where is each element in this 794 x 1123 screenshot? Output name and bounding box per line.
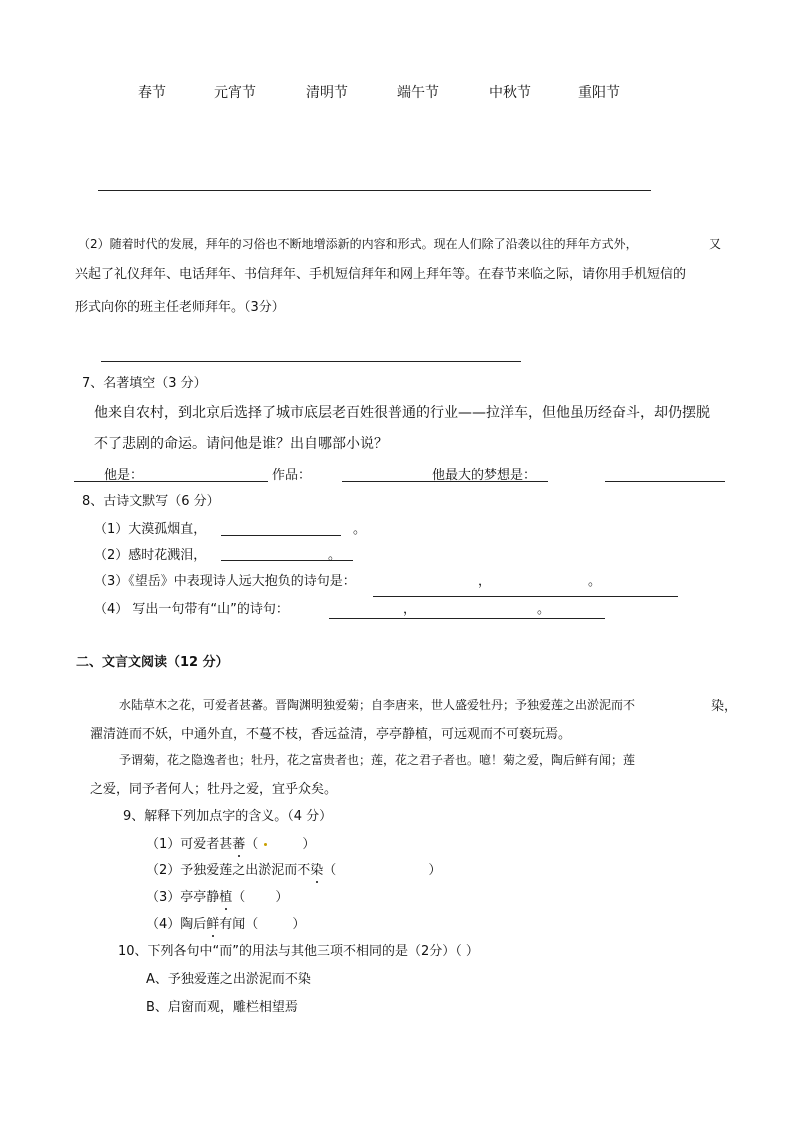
q8-item4-period: 。	[537, 602, 551, 617]
passage-p1-line2: 濯清涟而不妖，中通外直，不蔓不枝，香远益清，亭亭静植，可远观而不可亵玩焉。	[90, 727, 572, 742]
answer-line	[98, 190, 651, 191]
q9-item4-close: ）	[292, 917, 306, 932]
passage-p2-line2: 之爱，同予者何人；牡丹之爱，宜乎众矣。	[90, 782, 338, 797]
q6-2-line1: （2）随着时代的发展，拜年的习俗也不断地增添新的内容和形式。现在人们除了沿袭以往的拜年方式外，	[78, 237, 638, 251]
q8-item1-period: 。	[353, 522, 367, 537]
q7-dream-field[interactable]	[605, 481, 725, 482]
festival-yuanxiao: 元宵节	[214, 85, 256, 101]
q9-item1	[146, 833, 315, 852]
q9-item3	[146, 886, 288, 905]
q10-option-a: A、予独爱莲之出淤泥而不染	[146, 972, 311, 987]
festival-zhongqiu: 中秋节	[489, 85, 531, 101]
q9-item2-paren: （	[323, 863, 337, 878]
q9-item2-close: ）	[428, 863, 442, 878]
q6-2-line2: 兴起了礼仪拜年、电话拜年、书信拜年、手机短信拜年和网上拜年等。在春节来临之际，请你用手机短信的	[75, 267, 687, 282]
q7-title: 7、名著填空（3 分）	[82, 376, 207, 391]
q8-item1-field[interactable]	[221, 535, 341, 536]
q8-item3-comma: ，	[478, 574, 492, 589]
q8-item3-period: 。	[588, 574, 602, 589]
passage-p1-line1: 水陆草木之花，可爱者甚蕃。晋陶渊明独爱菊；自李唐来，世人盛爱牡丹；予独爱莲之出淤泥而不	[119, 698, 636, 712]
festival-duanwu: 端午节	[397, 85, 439, 101]
q8-title: 8、古诗文默写（6 分）	[82, 494, 220, 509]
q9-item2-text: （2）予独爱莲之出淤泥而不	[146, 863, 311, 878]
q10-title: 10、下列各句中“而”的用法与其他三项不相同的是（2分）（ ）	[118, 944, 479, 959]
mark-dot	[264, 843, 267, 846]
q9-item3-paren: （	[232, 890, 246, 905]
q7-line2: 不了悲剧的命运。请问他是谁？出自哪部小说？	[94, 436, 388, 452]
q9-item4-text: （4）陶后	[146, 917, 207, 932]
q9-item1-paren: （	[245, 837, 259, 852]
q8-item4: （4） 写出一句带有“山”的诗句：	[94, 602, 289, 617]
q9-item4-post: 有闻（	[219, 917, 259, 932]
q9-item3-dot-char: 植	[219, 886, 232, 905]
q9-item1-blank[interactable]	[258, 837, 302, 852]
q7-he-is-label: 他是：	[104, 468, 144, 483]
answer-line	[101, 361, 521, 362]
passage-p2-line1: 予谓菊，花之隐逸者也；牡丹，花之富贵者也；莲，花之君子者也。噫！菊之爱，陶后鲜有闻；莲	[119, 753, 636, 767]
q8-item3-field[interactable]	[373, 596, 678, 597]
q7-work-label: 作品：	[272, 468, 312, 483]
q9-item1-dot-char: 蕃	[232, 833, 245, 852]
q7-he-is-field[interactable]	[74, 481, 268, 482]
q8-item2-period: 。	[328, 548, 342, 563]
q8-item4-field[interactable]	[329, 618, 605, 619]
festival-chunjie: 春节	[138, 85, 166, 101]
q9-title: 9、解释下列加点字的含义。（4 分）	[123, 809, 333, 824]
q9-item2	[146, 859, 441, 878]
q8-item2: （2）感时花溅泪，	[94, 548, 207, 563]
q8-item4-comma: ，	[403, 602, 417, 617]
passage-p1-line1-end: 染，	[711, 699, 738, 714]
q9-item2-dot-char: 染	[310, 859, 323, 878]
q9-item3-text: （3）亭亭静	[146, 890, 220, 905]
q9-item1-text: （1）可爱者甚	[146, 837, 233, 852]
q9-item3-close: ）	[275, 890, 289, 905]
q10-option-b: B、启窗而观，雕栏相望焉	[146, 1000, 298, 1015]
q9-item4	[146, 913, 305, 932]
section2-title: 二、文言文阅读（12 分）	[76, 655, 229, 670]
festival-qingming: 清明节	[306, 85, 348, 101]
festival-chongyang: 重阳节	[578, 85, 620, 101]
q9-item4-dot-char: 鲜	[206, 913, 219, 932]
q8-item1: （1）大漠孤烟直，	[94, 522, 207, 537]
q7-dream-label: 他最大的梦想是：	[432, 468, 537, 483]
q9-item1-close: ）	[302, 837, 316, 852]
q8-item3: （3）《望岳》中表现诗人远大抱负的诗句是：	[94, 574, 356, 589]
q6-2-line3: 形式向你的班主任老师拜年。（3分）	[75, 300, 285, 315]
q7-line1: 他来自农村，到北京后选择了城市底层老百姓很普通的行业——拉洋车，但他虽历经奋斗，却仍摆脱	[94, 405, 710, 421]
q6-2-line1-end: 又	[709, 237, 722, 251]
